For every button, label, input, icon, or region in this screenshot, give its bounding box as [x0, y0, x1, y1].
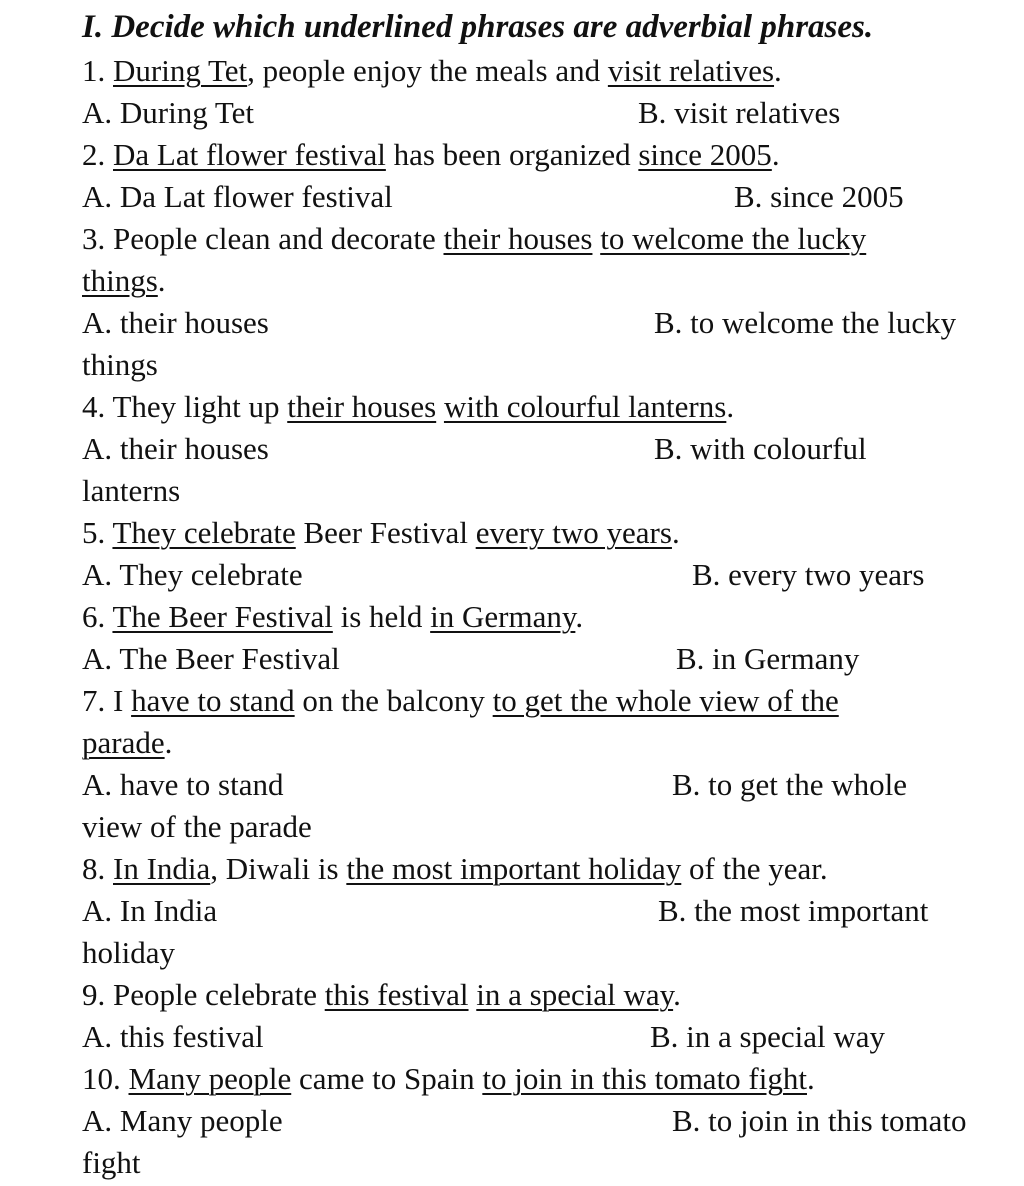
- option-b: B. every two years: [692, 557, 925, 592]
- option-b: B. since 2005: [734, 179, 904, 214]
- option-b: B. visit relatives: [638, 95, 841, 130]
- underlined-phrase: since 2005: [638, 137, 772, 172]
- option-a: A. this festival: [82, 1019, 264, 1054]
- question-3-cont: things.: [82, 263, 166, 298]
- option-b-cont: lanterns: [82, 473, 181, 508]
- option-a: A. have to stand: [82, 767, 284, 802]
- option-a: A. The Beer Festival: [82, 641, 340, 676]
- question-10: 10. Many people came to Spain to join in this tomato fight.: [82, 1061, 815, 1096]
- question-5: 5. They celebrate Beer Festival every two years.: [82, 515, 680, 550]
- question-1: 1. During Tet, people enjoy the meals and visit relatives.: [82, 53, 782, 88]
- option-b: B. the most important: [658, 893, 929, 928]
- underlined-phrase: in Germany: [430, 599, 576, 634]
- underlined-phrase: Da Lat flower festival: [113, 137, 386, 172]
- option-a: A. Many people: [82, 1103, 283, 1138]
- option-b-cont: view of the parade: [82, 809, 312, 844]
- option-b: B. with colourful: [654, 431, 867, 466]
- section-title: I. Decide which underlined phrases are adverbial phrases.: [82, 9, 874, 45]
- option-a: A. During Tet: [82, 95, 255, 130]
- underlined-phrase: The Beer Festival: [112, 599, 333, 634]
- underlined-phrase: They celebrate: [112, 515, 296, 550]
- question-7-cont: parade.: [82, 725, 173, 760]
- option-a: A. In India: [82, 893, 218, 928]
- underlined-phrase: Many people: [128, 1061, 292, 1096]
- question-3: 3. People clean and decorate their houses to welcome the lucky: [82, 221, 867, 256]
- option-b-cont: holiday: [82, 935, 175, 970]
- underlined-phrase: have to stand: [131, 683, 295, 718]
- underlined-phrase: every two years: [475, 515, 672, 550]
- underlined-phrase: their houses: [443, 221, 593, 256]
- underlined-phrase: with colourful lanterns: [443, 389, 727, 424]
- question-6: 6. The Beer Festival is held in Germany.: [82, 599, 584, 634]
- option-a: A. their houses: [82, 305, 269, 340]
- question-4: 4. They light up their houses with colourful lanterns.: [82, 389, 735, 424]
- option-b-cont: fight: [82, 1145, 141, 1180]
- question-8: 8. In India, Diwali is the most important holiday of the year.: [82, 851, 828, 886]
- underlined-phrase: During Tet: [113, 53, 248, 88]
- option-b: B. to join in this tomato: [672, 1103, 967, 1138]
- question-9: 9. People celebrate this festival in a special way.: [82, 977, 681, 1012]
- underlined-phrase: this festival: [324, 977, 469, 1012]
- option-b: B. in a special way: [650, 1019, 886, 1054]
- underlined-phrase: visit relatives: [607, 53, 775, 88]
- question-7: 7. I have to stand on the balcony to get the whole view of the: [82, 683, 839, 718]
- option-b: B. in Germany: [676, 641, 860, 676]
- underlined-phrase: the most important holiday: [346, 851, 682, 886]
- option-b: B. to get the whole: [672, 767, 908, 802]
- underlined-phrase: things: [82, 263, 158, 298]
- underlined-phrase: to get the whole view of the: [492, 683, 839, 718]
- underlined-phrase: parade: [82, 725, 165, 760]
- underlined-phrase: in a special way: [476, 977, 674, 1012]
- underlined-phrase: In India: [113, 851, 211, 886]
- underlined-phrase: to join in this tomato fight: [482, 1061, 807, 1096]
- option-a: A. their houses: [82, 431, 269, 466]
- option-b: B. to welcome the lucky: [654, 305, 957, 340]
- underlined-phrase: their houses: [287, 389, 437, 424]
- option-b-cont: things: [82, 347, 158, 382]
- option-a: A. Da Lat flower festival: [82, 179, 393, 214]
- question-2: 2. Da Lat flower festival has been organized since 2005.: [82, 137, 780, 172]
- underlined-phrase: to welcome the lucky: [600, 221, 867, 256]
- option-a: A. They celebrate: [82, 557, 303, 592]
